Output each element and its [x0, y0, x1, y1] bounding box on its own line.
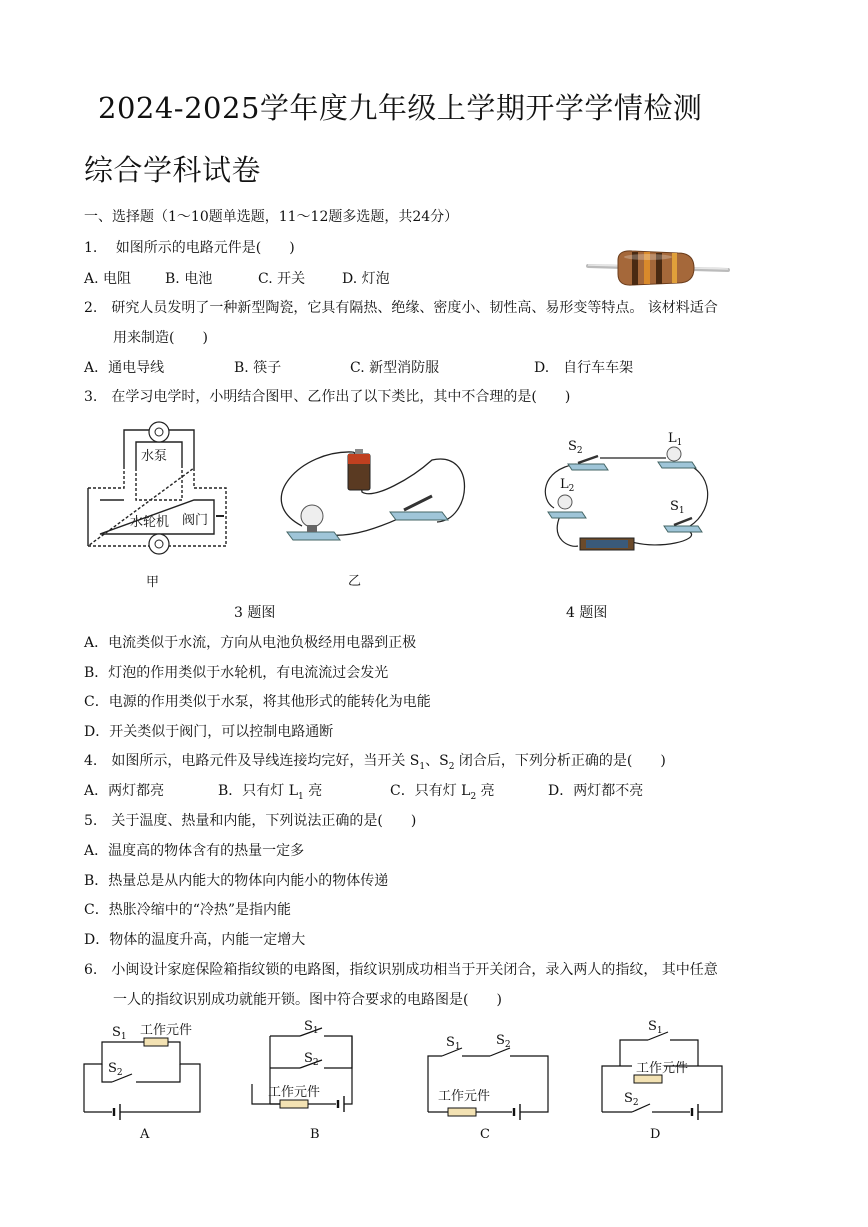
circuit-b-s1: $S_1$: [304, 1019, 319, 1036]
q3-option-d: D．开关类似于阀门，可以控制电路通断: [84, 724, 334, 740]
circuit-a-s2: $S_2$: [108, 1061, 123, 1078]
q2-option-b: B. 筷子: [234, 360, 282, 376]
fig4-l2-label: $L_2$: [560, 477, 575, 494]
fig4-s1-label: $S_1$: [670, 499, 685, 516]
battery-bulb-circuit-figure: [262, 440, 482, 590]
q3-option-b: B．灯泡的作用类似于水轮机，有电流流过会发光: [84, 665, 389, 681]
circuit-d: [602, 1018, 727, 1143]
section-heading: 一、选择题（1～10题单选题，11～12题多选题，共24分）: [84, 209, 459, 225]
circuit-d-element: 工作元件: [636, 1061, 689, 1076]
q4-option-d: D．两灯都不亮: [548, 783, 644, 799]
circuit-c-s1: $S_1$: [446, 1035, 461, 1052]
circuit-c-element: 工作元件: [438, 1089, 491, 1104]
circuit-b-element: 工作元件: [268, 1085, 321, 1100]
q5-option-a: A．温度高的物体含有的热量一定多: [84, 843, 305, 859]
circuit-c-letter: C: [480, 1127, 490, 1142]
circuit-a: [84, 1018, 204, 1143]
q5-stem: 5. 关于温度、热量和内能，下列说法正确的是( ): [84, 813, 417, 829]
q4-option-c: C．只有灯 $L_2$ 亮: [390, 783, 495, 802]
q4-option-b: B．只有灯 $L_1$ 亮: [218, 783, 323, 802]
pump-label: 水泵: [141, 449, 168, 464]
turbine-label: 水轮机: [130, 515, 170, 530]
q2-option-c: C. 新型消防服: [350, 360, 440, 376]
q5-option-d: D．物体的温度升高，内能一定增大: [84, 932, 306, 948]
q4-caption: 4 题图: [566, 605, 608, 621]
q1-stem: 1. 如图所示的电路元件是( ): [84, 240, 295, 256]
circuit-d-s2: $S_2$: [624, 1091, 639, 1108]
q1-option-a: A. 电阻: [84, 271, 132, 287]
fig4-l1-label: $L_1$: [668, 431, 683, 448]
q2-stem-cont: 用来制造( ): [113, 330, 208, 346]
q3-caption: 3 题图: [234, 605, 276, 621]
circuit-b: [252, 1018, 372, 1143]
q1-option-c: C. 开关: [258, 271, 306, 287]
page-subtitle: 综合学科试卷: [84, 153, 262, 187]
q3-option-a: A．电流类似于水流，方向从电池负极经用电器到正极: [84, 635, 417, 651]
q5-option-b: B．热量总是从内能大的物体向内能小的物体传递: [84, 873, 389, 889]
circuit-a-letter: A: [140, 1127, 150, 1142]
q4-stem: 4. 如图所示，电路元件及导线连接均完好，当开关 $S_1$、$S_2$ 闭合后，下列分析正确的是( ): [84, 753, 666, 772]
valve-label: 阀门: [182, 513, 209, 528]
q6-stem: 6. 小闽设计家庭保险箱指纹锁的电路图，指纹识别成功相当于开关闭合，录入两人的指纹， 其中任意: [84, 962, 718, 978]
q1-option-b: B. 电池: [165, 271, 213, 287]
q2-option-a: A．通电导线: [84, 360, 165, 376]
circuit-c-s2: $S_2$: [496, 1033, 511, 1050]
figure-yi-label: 乙: [348, 574, 362, 589]
fig4-s2-label: $S_2$: [568, 439, 583, 456]
q4-option-a: A．两灯都亮: [84, 783, 165, 799]
resistor-image: [588, 246, 728, 290]
circuit-d-letter: D: [650, 1127, 661, 1142]
q3-option-c: C．电源的作用类似于水泵，将其他形式的能转化为电能: [84, 694, 431, 710]
circuit-a-element: 工作元件: [140, 1023, 193, 1038]
q5-option-c: C．热胀冷缩中的“冷热”是指内能: [84, 902, 292, 918]
q1-option-d: D. 灯泡: [342, 271, 390, 287]
q6-stem-cont: 一人的指纹识别成功就能开锁。图中符合要求的电路图是( ): [113, 992, 502, 1008]
q2-stem: 2. 研究人员发明了一种新型陶瓷，它具有隔热、绝缘、密度小、韧性高、易形变等特点。 该材料适合: [84, 300, 718, 316]
circuit-b-s2: $S_2$: [304, 1051, 319, 1068]
page-title: 2024-2025学年度九年级上学期开学学情检测: [98, 91, 703, 125]
circuit-a-s1: $S_1$: [112, 1025, 127, 1042]
figure-jia-label: 甲: [146, 575, 160, 590]
two-lamp-circuit-figure: [540, 430, 720, 570]
q2-option-d: D. 自行车车架: [534, 360, 634, 376]
water-circuit-figure: [84, 418, 234, 593]
q3-stem: 3. 在学习电学时，小明结合图甲、乙作出了以下类比，其中不合理的是( ): [84, 389, 571, 405]
circuit-b-letter: B: [310, 1127, 320, 1142]
circuit-d-s1: $S_1$: [648, 1019, 663, 1036]
circuit-c: [428, 1018, 553, 1143]
